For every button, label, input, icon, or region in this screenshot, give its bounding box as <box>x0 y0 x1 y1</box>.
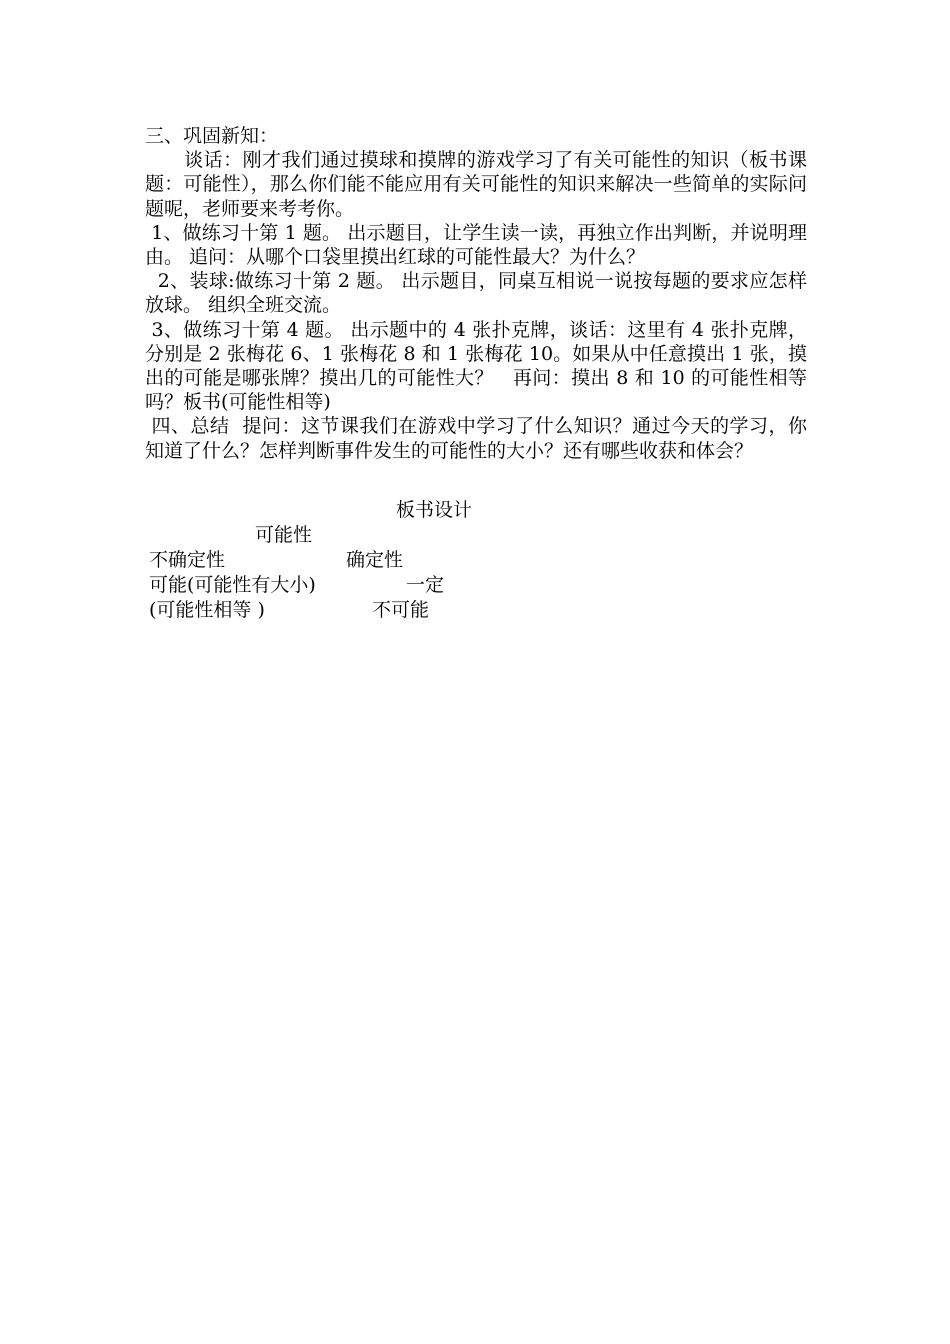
board-equal-possibility: (可能性相等 ) <box>149 599 265 621</box>
paragraph-exercise-1: 1、做练习十第 1 题。 出示题目，让学生读一读，再独立作出判断，并说明理由。 追问：从哪个口袋里摸出红球的可能性最大？为什么？ <box>145 221 807 269</box>
board-root-possibility: 可能性 <box>255 524 313 546</box>
paragraph-exercise-2: 2、装球:做练习十第 2 题。 出示题目，同桌互相说一说按每题的要求应怎样放球。 组织全班交流。 <box>145 270 807 317</box>
lesson-body <box>145 124 807 463</box>
paragraph-summary: 四、总结 提问：这节课我们在游戏中学习了什么知识？通过今天的学习，你知道了什么？怎样判断事件发生的可能性的大小？还有哪些收获和体会？ <box>145 415 807 462</box>
section-heading-consolidate: 三、巩固新知： <box>145 125 279 147</box>
paragraph-talk: 谈话：刚才我们通过摸球和摸牌的游戏学习了有关可能性的知识（板书课题：可能性），那么你们能不能应用有关可能性的知识来解决一些简单的实际问题呢，老师要来考考你。 <box>145 149 807 220</box>
board-definite: 一定 <box>406 574 445 596</box>
board-design-title: 板书设计 <box>396 499 473 521</box>
board-uncertain: 不确定性 <box>149 549 226 571</box>
board-impossible: 不可能 <box>372 599 430 621</box>
board-certain: 确定性 <box>346 549 404 571</box>
board-possible: 可能(可能性有大小) <box>149 574 316 596</box>
paragraph-exercise-4: 3、做练习十第 4 题。 出示题中的 4 张扑克牌，谈话：这里有 4 张扑克牌，分别是 2 张梅花 6、1 张梅花 8 和 1 张梅花 10。如果从中任意摸出 1 张，摸出的可能是哪张牌？摸出几的可能性大？ 再问：摸出 8 和 10 的可能性相等吗？板书(可能性相等) <box>145 318 807 414</box>
